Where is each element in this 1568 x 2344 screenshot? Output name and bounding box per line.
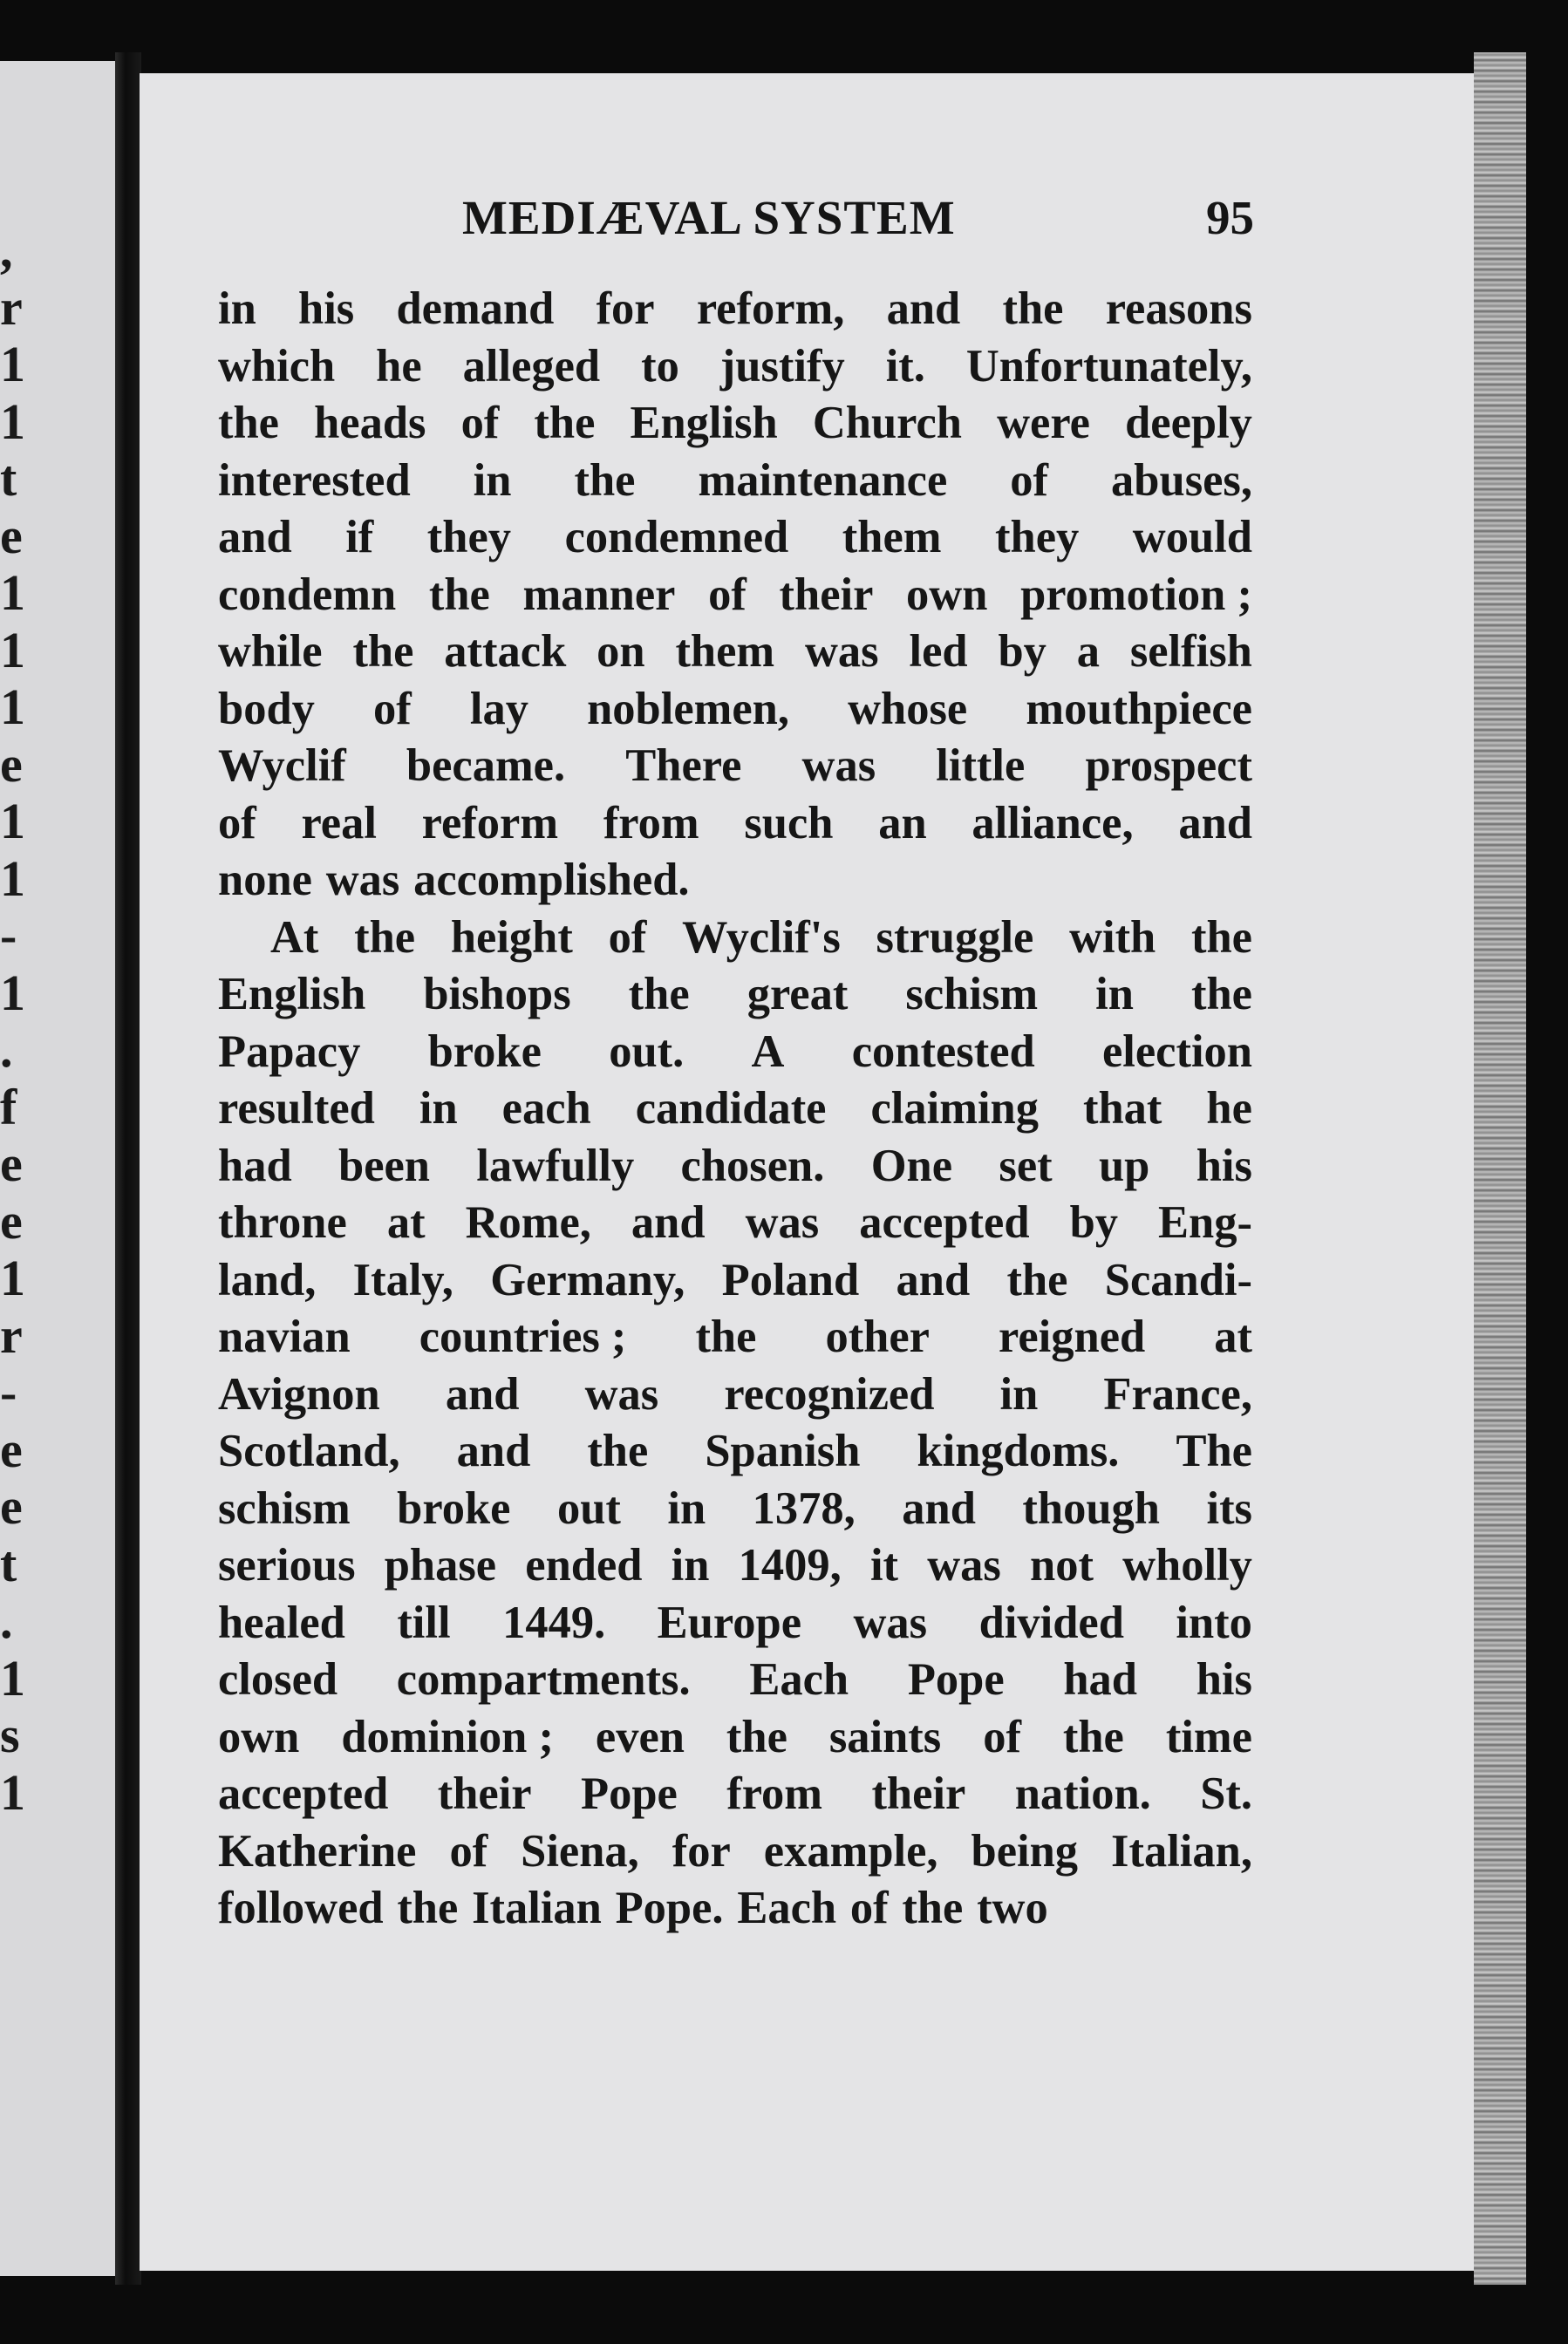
word: abuses, — [1111, 454, 1252, 506]
word: There — [625, 740, 742, 791]
word: would — [1132, 512, 1252, 562]
word: such — [744, 797, 834, 848]
word: schism — [905, 969, 1039, 1019]
text-line — [218, 395, 1252, 453]
word: Pope. — [615, 1883, 724, 1933]
word: into — [1176, 1597, 1252, 1648]
word: his — [298, 283, 355, 334]
word: and — [1178, 797, 1252, 848]
text-line — [218, 1481, 1252, 1538]
word: manner — [522, 569, 676, 620]
left-page-char: 1 — [0, 336, 25, 392]
text-line — [218, 1423, 1252, 1481]
word: alleged — [462, 340, 601, 392]
word: reasons — [1105, 283, 1252, 334]
word: had — [1063, 1654, 1138, 1705]
word: the — [1190, 969, 1252, 1019]
left-page-char: e — [0, 507, 23, 564]
word: followed — [218, 1883, 384, 1933]
word: At — [270, 911, 319, 963]
word: Wyclif's — [682, 911, 841, 963]
word: Wyclif — [218, 740, 346, 791]
word: Eng- — [1158, 1197, 1252, 1248]
left-page-char: r — [0, 278, 23, 336]
word: each — [501, 1083, 591, 1134]
text-line — [218, 681, 1252, 739]
text-line — [218, 1880, 1252, 1938]
word: height — [450, 911, 573, 963]
word: none — [218, 855, 312, 905]
left-page-char: 1 — [0, 964, 25, 1021]
word: the — [397, 1883, 459, 1933]
text-line — [218, 1652, 1252, 1709]
word: English — [218, 969, 366, 1019]
word: and — [902, 1482, 976, 1534]
word: Siena, — [521, 1825, 639, 1877]
word: they — [426, 512, 512, 562]
word: his — [1196, 1654, 1252, 1705]
word: the — [218, 398, 279, 448]
word: on — [597, 626, 645, 677]
word: 1409, — [738, 1540, 842, 1591]
word: were — [997, 398, 1090, 448]
word: own — [906, 569, 988, 620]
word: deeply — [1125, 398, 1252, 448]
left-page-char: 1 — [0, 793, 25, 849]
word: English — [630, 398, 778, 448]
word: in — [999, 1368, 1039, 1420]
word: and — [445, 1368, 520, 1420]
word: till — [397, 1597, 451, 1648]
left-page-char: 1 — [0, 564, 25, 621]
word: of — [1010, 454, 1049, 506]
word: the — [902, 1883, 964, 1933]
word: up — [1098, 1140, 1150, 1191]
word: bishops — [423, 969, 571, 1019]
text-line — [218, 1766, 1252, 1823]
word: Italy, — [352, 1254, 453, 1305]
word: Each — [737, 1883, 837, 1933]
word: the — [695, 1312, 757, 1362]
word: the — [534, 398, 596, 448]
word: lawfully — [476, 1140, 635, 1191]
page-number: 95 — [1206, 191, 1254, 244]
word: them — [675, 626, 775, 677]
scan-border — [1526, 35, 1568, 2302]
word: that — [1083, 1083, 1162, 1134]
body-text — [218, 281, 1252, 1938]
left-page-char: 1 — [0, 1763, 25, 1821]
word: heads — [314, 398, 426, 448]
word: 1378, — [752, 1482, 856, 1534]
word: election — [1101, 1026, 1252, 1077]
word: at — [386, 1197, 426, 1248]
left-page-char: 1 — [0, 392, 25, 450]
text-line — [218, 1080, 1252, 1138]
left-page-char: f — [0, 1078, 17, 1135]
word: prospect — [1085, 740, 1252, 791]
word: accepted — [859, 1197, 1030, 1248]
word: struggle — [876, 911, 1034, 963]
text-line — [218, 1024, 1252, 1081]
word: interested — [218, 454, 411, 506]
word: the — [1002, 283, 1064, 334]
word: of — [983, 1711, 1021, 1762]
word: the — [354, 911, 416, 963]
left-page-char: e — [0, 735, 23, 793]
word: selfish — [1129, 626, 1252, 677]
word: the — [352, 626, 414, 677]
word: whose — [848, 683, 968, 734]
word: in — [419, 1083, 458, 1134]
text-line — [218, 910, 1252, 967]
word: broke — [427, 1026, 542, 1077]
word: Rome, — [465, 1197, 591, 1248]
word: mouthpiece — [1026, 683, 1252, 734]
left-page-char: 1 — [0, 1250, 25, 1306]
text-line — [218, 281, 1252, 338]
word: justify — [719, 340, 845, 392]
word: Europe — [657, 1597, 801, 1648]
word: the — [1062, 1711, 1124, 1762]
word: noblemen, — [587, 683, 790, 734]
word: condemn — [218, 569, 397, 620]
word: Italian, — [1111, 1825, 1252, 1877]
word: demand — [396, 283, 555, 334]
word: he — [376, 340, 422, 392]
left-page-char: - — [0, 1364, 17, 1421]
text-line — [218, 1823, 1252, 1881]
word: even — [595, 1711, 685, 1762]
word: 1449. — [502, 1597, 606, 1648]
word: them — [842, 512, 942, 562]
word: Papacy — [218, 1026, 361, 1077]
word: of — [849, 1883, 889, 1933]
running-head — [220, 190, 1254, 260]
word: divided — [978, 1597, 1124, 1648]
text-line — [218, 623, 1252, 681]
text-line — [218, 1709, 1252, 1767]
word: the — [1190, 911, 1252, 963]
word: time — [1165, 1711, 1252, 1762]
text-line — [218, 1309, 1252, 1366]
left-page-char: 1 — [0, 621, 25, 678]
word: if — [345, 512, 374, 562]
text-line — [218, 567, 1252, 624]
word: and — [218, 512, 292, 562]
word: broke — [397, 1482, 511, 1534]
word: the — [628, 969, 690, 1019]
word: Church — [812, 398, 963, 448]
word: was — [805, 626, 879, 677]
word: France, — [1103, 1368, 1252, 1420]
left-page-edge — [0, 61, 115, 2276]
word: serious — [218, 1540, 356, 1591]
page-fore-edge — [1474, 52, 1526, 2285]
word: Avignon — [218, 1368, 380, 1420]
word: and — [456, 1426, 531, 1476]
word: of — [460, 398, 500, 448]
word: St. — [1200, 1768, 1252, 1819]
word: two — [977, 1883, 1048, 1933]
word: for — [672, 1825, 731, 1877]
word: in — [671, 1540, 710, 1591]
running-title: MEDIÆVAL SYSTEM — [462, 191, 956, 244]
word: in — [1095, 969, 1134, 1019]
text-line — [218, 1366, 1252, 1424]
word: Scandi- — [1104, 1254, 1252, 1305]
text-line — [218, 852, 1252, 910]
word: in — [218, 283, 256, 334]
word: not — [1030, 1540, 1094, 1591]
word: the — [1006, 1254, 1068, 1305]
word: promotion ; — [1020, 569, 1252, 620]
word: kingdoms. — [917, 1426, 1120, 1476]
word: other — [825, 1312, 930, 1362]
word: from — [603, 797, 699, 848]
word: Each — [749, 1654, 849, 1705]
word: with — [1069, 911, 1156, 963]
word: in — [667, 1482, 706, 1534]
word: their — [779, 569, 874, 620]
word: the — [574, 454, 636, 506]
word: great — [747, 969, 849, 1019]
text-line — [218, 509, 1252, 567]
word: his — [1196, 1140, 1252, 1191]
word: of — [218, 797, 256, 848]
text-line — [218, 1195, 1252, 1252]
left-page-char: , — [0, 221, 13, 278]
word: Scotland, — [218, 1426, 400, 1476]
word: chosen. — [680, 1140, 825, 1191]
text-line — [218, 738, 1252, 795]
text-line — [218, 453, 1252, 510]
word: recognized — [724, 1368, 935, 1420]
left-page-char: e — [0, 1135, 23, 1192]
word: and — [886, 283, 961, 334]
word: of — [608, 911, 647, 963]
word: alliance, — [971, 797, 1134, 848]
word: ended — [525, 1540, 643, 1591]
book-gutter — [115, 52, 141, 2285]
word: Spanish — [705, 1426, 861, 1476]
word: its — [1206, 1482, 1252, 1534]
left-page-char: - — [0, 907, 17, 964]
word: became. — [406, 740, 566, 791]
left-page-char: s — [0, 1707, 20, 1763]
word: of — [449, 1825, 488, 1877]
word: own — [218, 1711, 300, 1762]
word: reform — [421, 797, 559, 848]
word: the — [726, 1711, 787, 1762]
word: he — [1206, 1083, 1252, 1134]
left-page-char: 1 — [0, 1649, 25, 1707]
word: at — [1214, 1312, 1252, 1362]
text-line — [218, 338, 1252, 396]
word: by — [998, 626, 1046, 677]
word: to — [641, 340, 679, 392]
word: being — [971, 1825, 1079, 1877]
word: compartments. — [396, 1654, 691, 1705]
left-page-char: e — [0, 1478, 23, 1535]
text-line — [218, 1252, 1252, 1310]
word: the — [587, 1426, 649, 1476]
word: for — [596, 283, 655, 334]
word: of — [708, 569, 747, 620]
word: condemned — [564, 512, 789, 562]
word: it. — [885, 340, 925, 392]
word: real — [301, 797, 377, 848]
word: by — [1069, 1197, 1119, 1248]
word: Pope — [907, 1654, 1005, 1705]
left-page-char: t — [0, 450, 17, 507]
word: wholly — [1122, 1540, 1252, 1591]
word: an — [878, 797, 927, 848]
word: A — [751, 1026, 785, 1077]
word: reform, — [696, 283, 845, 334]
left-page-char: 1 — [0, 678, 25, 735]
word: which — [218, 340, 336, 392]
word: and — [631, 1197, 706, 1248]
word: was — [927, 1540, 1001, 1591]
word: Poland — [721, 1254, 860, 1305]
word: healed — [218, 1597, 345, 1648]
word: been — [338, 1140, 430, 1191]
word: was — [325, 855, 400, 905]
word: the — [428, 569, 490, 620]
word: their — [437, 1768, 532, 1819]
word: maintenance — [698, 454, 948, 506]
left-page-char: t — [0, 1535, 17, 1592]
word: saints — [828, 1711, 942, 1762]
text-line — [218, 1595, 1252, 1652]
word: nation. — [1014, 1768, 1151, 1819]
word: a — [1076, 626, 1100, 677]
word: and — [896, 1254, 971, 1305]
word: though — [1022, 1482, 1160, 1534]
word: in — [473, 454, 512, 506]
left-page-char: . — [0, 1021, 13, 1078]
word: Katherine — [218, 1825, 417, 1877]
word: out. — [609, 1026, 685, 1077]
word: Italian — [472, 1883, 602, 1933]
word: while — [218, 626, 323, 677]
word: Unfortunately, — [965, 340, 1252, 392]
word: had — [218, 1140, 292, 1191]
word: out — [556, 1482, 621, 1534]
word: claiming — [870, 1083, 1039, 1134]
word: Germany, — [490, 1254, 685, 1305]
word: was — [584, 1368, 659, 1420]
word: was — [801, 740, 876, 791]
word: example, — [763, 1825, 938, 1877]
word: The — [1176, 1426, 1252, 1476]
text-line — [218, 1537, 1252, 1595]
word: resulted — [218, 1083, 375, 1134]
word: from — [726, 1768, 823, 1819]
word: dominion ; — [341, 1711, 554, 1762]
text-line — [218, 966, 1252, 1024]
left-page-char: 1 — [0, 849, 25, 907]
text-line — [218, 1138, 1252, 1196]
left-page-char: r — [0, 1306, 23, 1364]
left-page-char: e — [0, 1421, 23, 1478]
word: their — [871, 1768, 966, 1819]
word: phase — [384, 1540, 497, 1591]
word: was — [853, 1597, 928, 1648]
word: attack — [444, 626, 567, 677]
word: accepted — [218, 1768, 389, 1819]
word: contested — [851, 1026, 1035, 1077]
left-page-char: . — [0, 1592, 13, 1649]
word: navian — [218, 1312, 351, 1362]
word: led — [909, 626, 968, 677]
word: accomplished. — [413, 855, 690, 905]
word: Pope — [581, 1768, 678, 1819]
word: it — [869, 1540, 899, 1591]
word: little — [936, 740, 1026, 791]
text-line — [218, 795, 1252, 853]
word: lay — [469, 683, 528, 734]
word: land, — [218, 1254, 317, 1305]
word: reigned — [999, 1312, 1146, 1362]
left-page-char: e — [0, 1192, 23, 1250]
word: countries ; — [419, 1312, 627, 1362]
word: schism — [218, 1482, 351, 1534]
word: of — [373, 683, 412, 734]
word: throne — [218, 1197, 347, 1248]
word: set — [999, 1140, 1053, 1191]
word: One — [870, 1140, 953, 1191]
word: was — [745, 1197, 820, 1248]
word: they — [995, 512, 1080, 562]
word: closed — [218, 1654, 338, 1705]
word: body — [218, 683, 315, 734]
word: candidate — [635, 1083, 827, 1134]
